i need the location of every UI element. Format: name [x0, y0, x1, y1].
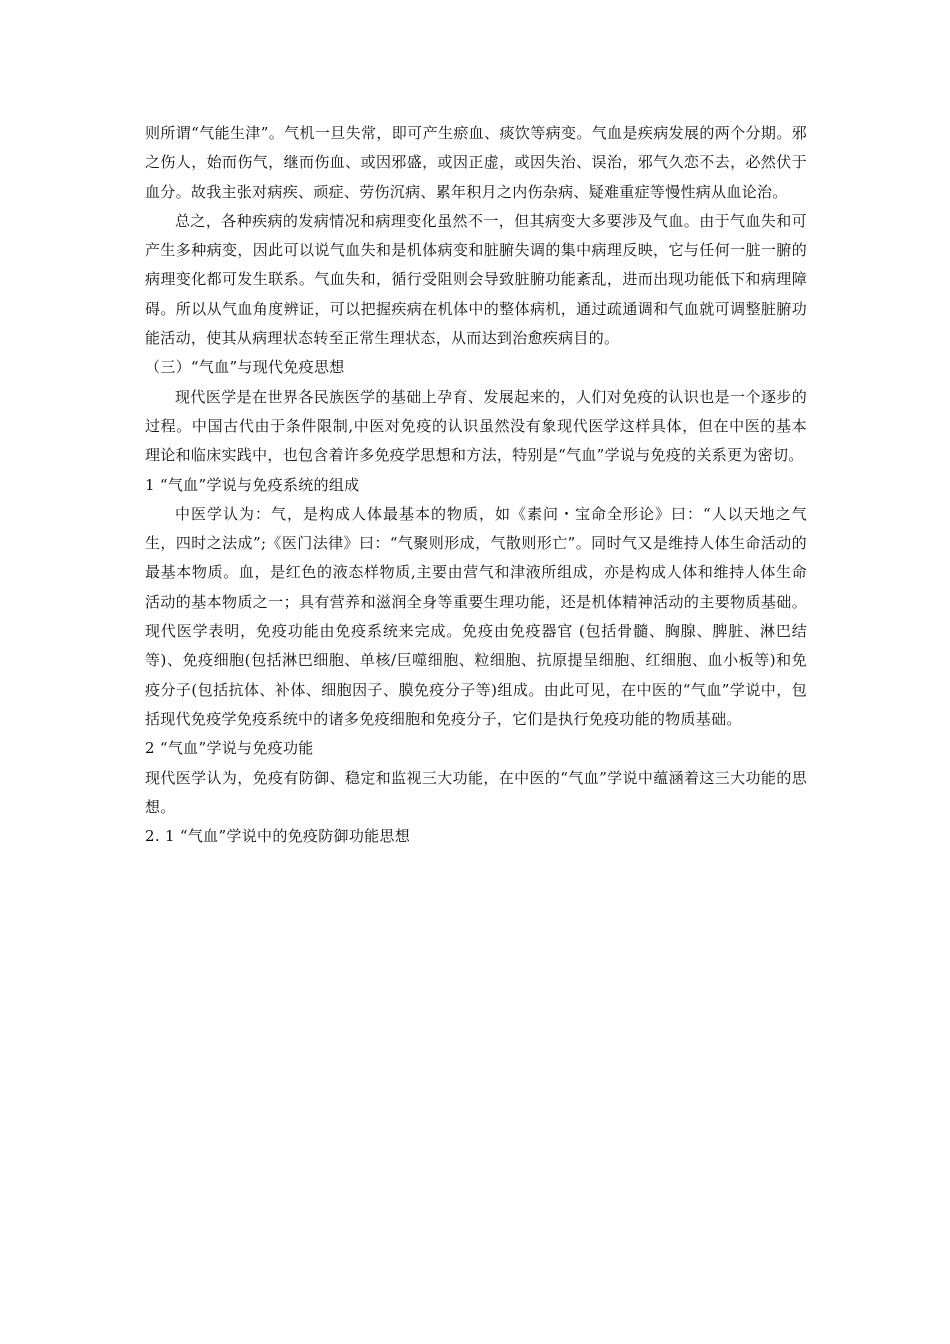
paragraph-qi-blood-stages: 则所谓“气能生津”。气机一旦失常，即可产生瘀血、痰饮等病变。气血是疾病发展的两个分期。邪之伤人，始而伤气，继而伤血、或因邪盛，或因正虚，或因失治、误治，邪气久恋不去，必然伏于血分。故我主张对病疾、顽症、劳伤沉病、累年积月之内伤杂病、疑难重症等慢性病从血论治。	[145, 124, 807, 201]
section-heading-3: （三）“气血”与现代免疫思想	[145, 358, 345, 377]
paragraph-modern-medicine: 现代医学是在世界各民族医学的基础上孕育、发展起来的，人们对免疫的认识也是一个逐步的过程。中国古代由于条件限制,中医对免疫的认识虽然没有象现代医学这样具体，但在中医的基本理论和临床实践中，也包含着许多免疫学思想和方法，特别是“气血”学说与免疫的关系更为密切。	[145, 387, 807, 465]
subheading-1: 1 “气血”学说与免疫系统的组成	[145, 475, 360, 494]
paragraph-immune-composition: 中医学认为：气，是构成人体最基本的物质，如《素问・宝命全形论》曰：“人以天地之气生，四时之法成”;《医门法律》曰：“气聚则形成，气散则形亡”。同时气又是维持人体生命活动的最基本物质。血，是红色的液态样物质,主要由营气和津液所组成，亦是构成人体和维持人体生命活动的基本物质之一；具有营养和滋润全身等重要生理功能，还是机体精神活动的主要物质基础。现代医学表明，免疫功能由免疫系统来完成。免疫由免疫器官 (包括骨髓、胸腺、脾脏、淋巴结等)、免疫细胞(包括淋巴细胞、单核/巨噬细胞、粒细胞、抗原提呈细胞、红细胞、血小板等)和免疫分子(包括抗体、补体、细胞因子、膜免疫分子等)组成。由此可见，在中医的“气血”学说中，包括现代免疫学免疫系统中的诸多免疫细胞和免疫分子，它们是执行免疫功能的物质基础。	[145, 504, 807, 728]
paragraph-summary: 总之，各种疾病的发病情况和病理变化虽然不一，但其病变大多要涉及气血。由于气血失和可产生多种病变，因此可以说气血失和是机体病变和脏腑失调的集中病理反映，它与任何一脏一腑的病理变化都可发生联系。气血失和，循行受阻则会导致脏腑功能紊乱，进而出现功能低下和病理障碍。所以从气血角度辨证，可以把握疾病在机体中的整体病机，通过疏通调和气血就可调整脏腑功能活动，使其从病理状态转至正常生理状态，从而达到治愈疾病目的。	[145, 211, 807, 348]
document-body	[145, 119, 807, 851]
subheading-2: 2 “气血”学说与免疫功能	[145, 739, 314, 758]
subheading-2-1: 2. 1 “气血”学说中的免疫防御功能思想	[145, 827, 411, 846]
paragraph-immune-functions: 现代医学认为，免疫有防御、稳定和监视三大功能，在中医的“气血”学说中蕴涵着这三大功能的思想。	[145, 768, 807, 816]
